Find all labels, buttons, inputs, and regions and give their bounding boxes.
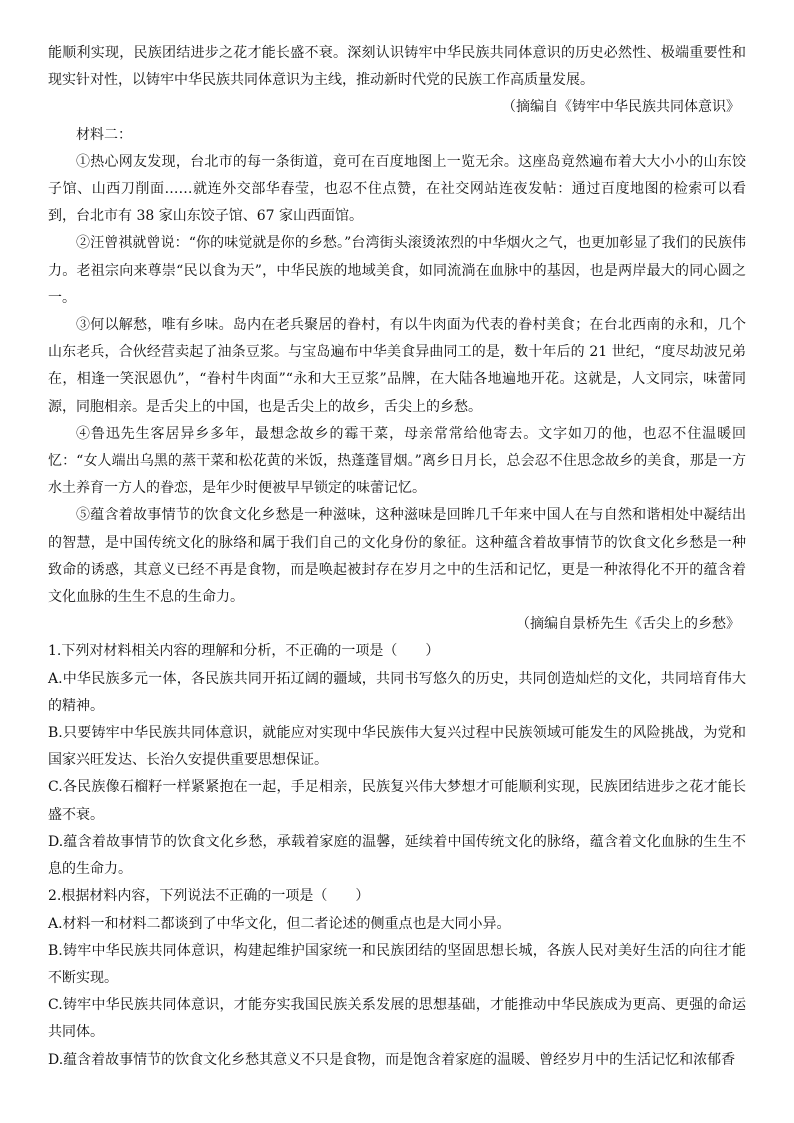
question-2-option-c[interactable]: C.铸牢中华民族共同体意识，才能夯实我国民族关系发展的思想基础，才能推动中华民族成为更高、更强的命运共同体。 <box>48 997 746 1041</box>
source-citation-2: （摘编自景桥先生《舌尖上的乡愁》 <box>516 616 740 633</box>
question-1-option-c[interactable]: C.各民族像石榴籽一样紧紧抱在一起，手足相亲，民族复兴伟大梦想才可能顺利实现，民族团结进步之花才能长盛不衰。 <box>48 779 746 823</box>
source-citation-1: （摘编自《铸牢中华民族共同体意识》 <box>502 99 740 116</box>
question-2-option-a[interactable]: A.材料一和材料二都谈到了中华文化，但二者论述的侧重点也是大同小异。 <box>48 915 511 932</box>
intro-continuation: 能顺利实现，民族团结进步之花才能长盛不衰。深刻认识铸牢中华民族共同体意识的历史必然性、极端重要性和现实针对性，以铸牢中华民族共同体意识为主线，推动新时代党的民族工作高质量发展。 <box>48 45 746 89</box>
question-1-option-a[interactable]: A.中华民族多元一体，各民族共同开拓辽阔的疆域，共同书写悠久的历史，共同创造灿烂的文化，共同培育伟大的精神。 <box>48 670 746 714</box>
question-2-stem: 2.根据材料内容，下列说法不正确的一项是（ ） <box>48 888 370 905</box>
question-1-option-b[interactable]: B.只要铸牢中华民族共同体意识，就能应对实现中华民族伟大复兴过程中民族领域可能发生的风险挑战，为党和国家兴旺发达、长治久安提供重要思想保证。 <box>48 725 746 769</box>
question-2-option-b[interactable]: B.铸牢中华民族共同体意识，构建起维护国家统一和民族团结的坚固思想长城，各族人民对美好生活的向往才能不断实现。 <box>48 942 746 986</box>
question-1-option-d[interactable]: D.蕴含着故事情节的饮食文化乡愁，承载着家庭的温馨，延续着中国传统文化的脉络，蕴含着文化血脉的生生不息的生命力。 <box>48 833 746 878</box>
material2-heading: 材料二： <box>76 126 132 143</box>
question-2-option-d[interactable]: D.蕴含着故事情节的饮食文化乡愁其意义不只是食物，而是饱含着家庭的温暖、曾经岁月中的生活记忆和浓郁香 <box>48 1051 736 1068</box>
material2-paragraph-3: ③何以解愁，唯有乡味。岛内在老兵聚居的眷村，有以牛肉面为代表的眷村美食；在台北西南的永和，几个山东老兵，合伙经营卖起了油条豆浆。与宝岛遍布中华美食异曲同工的是，数十年后的 21 世纪，“度尽劫波兄弟在，相逢一笑泯恩仇”，“眷村牛肉面”“永和大王豆浆”品牌，在大陆各地遍地开花。这就是，人文同宗，味蕾同源，同胞相亲。是舌尖上的中国，也是舌尖上的故乡，舌尖上的乡愁。 <box>48 317 746 415</box>
material2-paragraph-1: ①热心网友发现，台北市的每一条街道，竟可在百度地图上一览无余。这座岛竟然遍布着大大小小的山东饺子馆、山西刀削面……就连外交部华春莹，也忍不住点赞，在社交网站连夜发帖：通过百度地图的检索可以看到，台北市有 38 家山东饺子馆、67 家山西面馆。 <box>48 153 746 225</box>
material2-paragraph-5: ⑤蕴含着故事情节的饮食文化乡愁是一种滋味，这种滋味是回眸几千年来中国人在与自然和谐相处中凝结出的智慧，是中国传统文化的脉络和属于我们自己的文化身份的象征。这种蕴含着故事情节的饮食文化乡愁是一种致命的诱惑，其意义已经不再是食物，而是唤起被封存在岁月之中的生活和记忆，更是一种浓得化不开的蕴含着文化血脉的生生不息的生命力。 <box>48 507 746 606</box>
material2-paragraph-4: ④鲁迅先生客居异乡多年，最想念故乡的霉干菜，母亲常常给他寄去。文字如刀的他，也忍不住温暖回忆：“女人端出乌黑的蒸干菜和松花黄的米饭，热蓬蓬冒烟。”离乡日月长，总会忍不住思念故乡的美食，那是一方水土养育一方人的眷恋，是年少时便被早早锁定的味蕾记忆。 <box>48 425 746 497</box>
question-1-stem: 1.下列对材料相关内容的理解和分析，不正确的一项是（ ） <box>48 643 440 660</box>
material2-paragraph-2: ②汪曾祺就曾说：“你的味觉就是你的乡愁。”台湾街头滚烫浓烈的中华烟火之气，也更加彰显了我们的民族伟力。老祖宗向来尊崇“民以食为天”，中华民族的地域美食，如同流淌在血脉中的基因，也是两岸最大的同心圆之一。 <box>48 235 746 306</box>
